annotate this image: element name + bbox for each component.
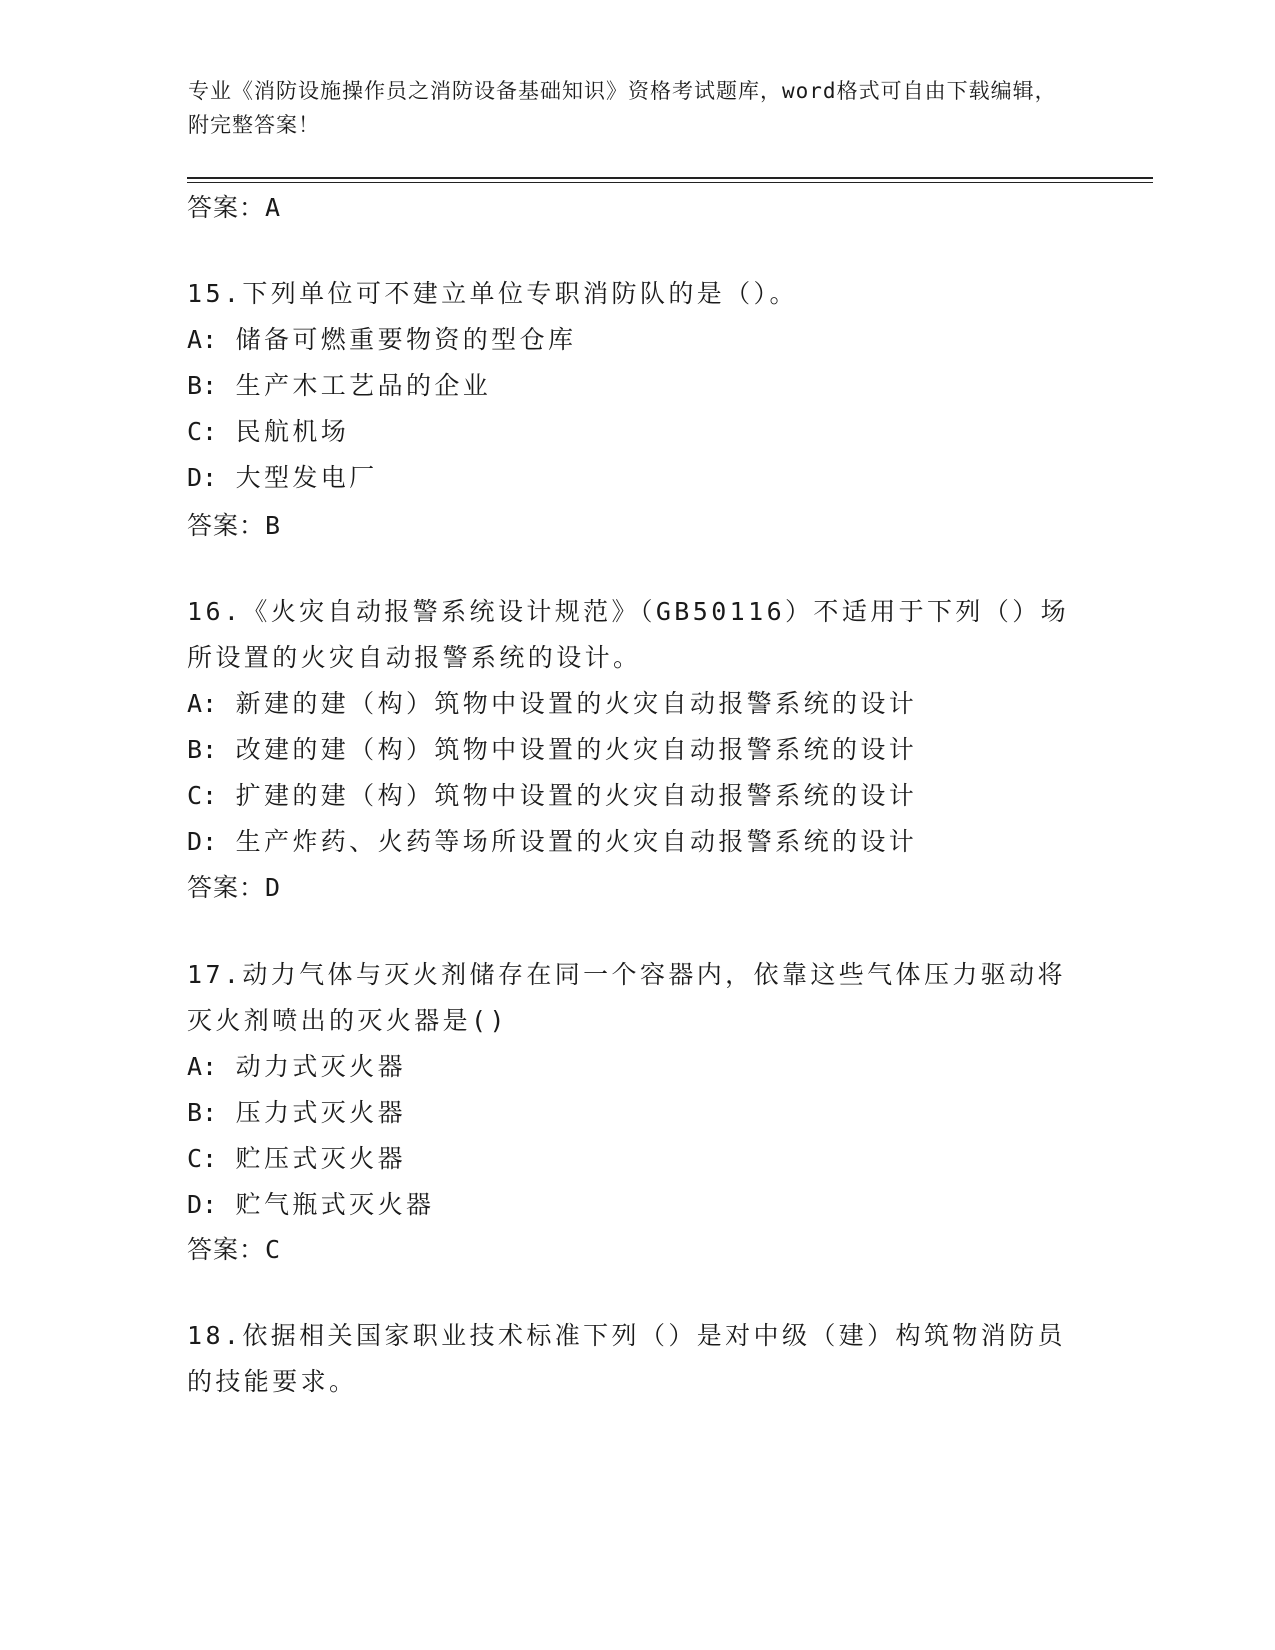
answer-label: 答案： [187,511,266,540]
option-c [187,773,1087,819]
option-a [187,317,1087,363]
answer-line [187,871,281,905]
option-key: A: [187,1052,218,1081]
question-16 [187,589,1087,865]
answer-value: B [265,511,282,540]
header-divider-thick [187,177,1153,179]
option-b [187,1090,1087,1136]
question-stem: 18.依据相关国家职业技术标准下列（）是对中级（建）构筑物消防员的技能要求。 [187,1321,1066,1396]
option-text: 生产木工艺品的企业 [235,371,492,400]
question-15 [187,271,1087,501]
option-text: 贮压式灭火器 [235,1144,406,1173]
option-text: 压力式灭火器 [235,1098,406,1127]
option-text: 民航机场 [235,417,350,446]
option-b [187,727,1087,773]
option-a [187,1044,1087,1090]
question-stem: 16.《火灾自动报警系统设计规范》（GB50116）不适用于下列（）场所设置的火灾自动报警系统的设计。 [187,597,1070,672]
option-a [187,681,1087,727]
option-key: B: [187,371,218,400]
answer-line [187,1233,281,1267]
answer-value: D [265,873,282,902]
option-b [187,363,1087,409]
option-text: 扩建的建（构）筑物中设置的火灾自动报警系统的设计 [235,781,918,810]
option-text: 新建的建（构）筑物中设置的火灾自动报警系统的设计 [235,689,918,718]
question-stem: 17.动力气体与灭火剂储存在同一个容器内，依靠这些气体压力驱动将灭火剂喷出的灭火器是() [187,960,1066,1035]
answer-label: 答案： [187,193,266,222]
question-18 [187,1313,1087,1405]
option-key: A: [187,689,218,718]
question-stem: 15.下列单位可不建立单位专职消防队的是（）。 [187,279,798,308]
option-d [187,819,1087,865]
answer-value: C [265,1235,282,1264]
option-key: D: [187,1190,218,1219]
answer-line [187,191,281,225]
answer-line [187,509,281,543]
option-key: C: [187,781,218,810]
option-text: 动力式灭火器 [235,1052,406,1081]
option-c [187,409,1087,455]
option-key: D: [187,827,218,856]
answer-label: 答案： [187,873,266,902]
option-d [187,455,1087,501]
header-divider-thin [187,182,1153,183]
answer-value: A [265,193,282,222]
option-key: B: [187,1098,218,1127]
option-text: 贮气瓶式灭火器 [235,1190,435,1219]
option-text: 储备可燃重要物资的型仓库 [235,325,577,354]
option-c [187,1136,1087,1182]
document-header: 专业《消防设施操作员之消防设备基础知识》资格考试题库，word格式可自由下载编辑，附完整答案！ [188,79,1057,137]
option-text: 生产炸药、火药等场所设置的火灾自动报警系统的设计 [235,827,918,856]
option-key: C: [187,417,218,446]
option-text: 改建的建（构）筑物中设置的火灾自动报警系统的设计 [235,735,918,764]
option-key: A: [187,325,218,354]
option-text: 大型发电厂 [235,463,378,492]
option-key: B: [187,735,218,764]
option-d [187,1182,1087,1228]
answer-label: 答案： [187,1235,266,1264]
question-17 [187,952,1087,1228]
option-key: D: [187,463,218,492]
option-key: C: [187,1144,218,1173]
